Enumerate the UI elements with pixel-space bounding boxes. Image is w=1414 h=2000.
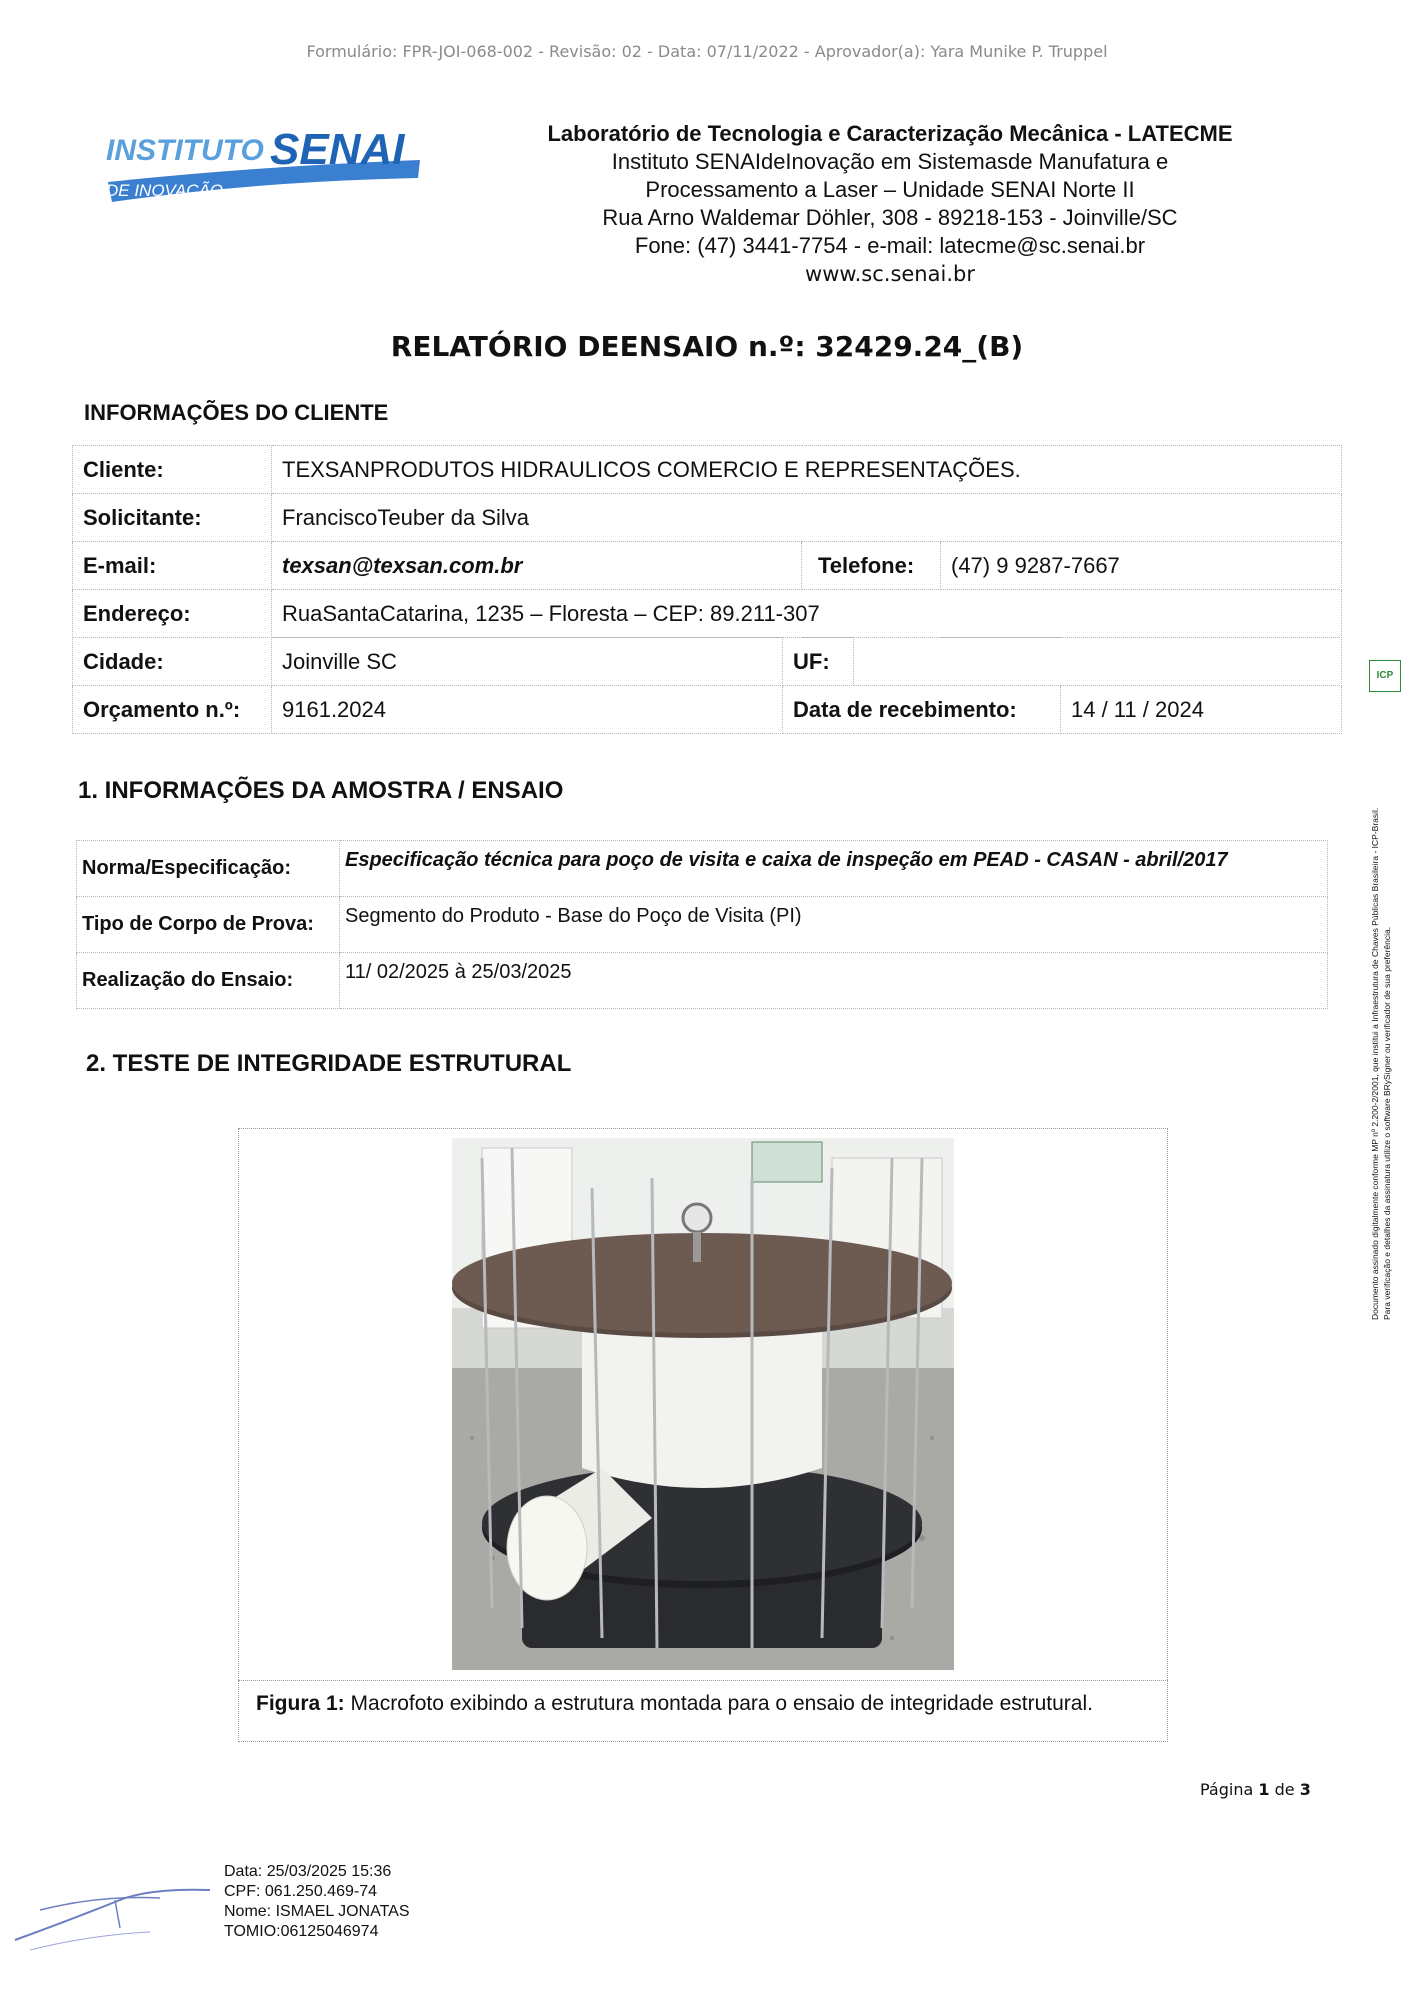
test-setup-photo [452,1138,954,1670]
page-current: 1 [1258,1780,1270,1799]
integrity-section-title: 2. TESTE DE INTEGRIDADE ESTRUTURAL [86,1050,572,1077]
endereco-label: Endereço: [73,590,272,638]
cliente-label: Cliente: [73,446,272,494]
lab-website[interactable]: www.sc.senai.br [805,262,975,286]
signature-info [224,1862,410,1942]
solicitante-label: Solicitante: [73,494,272,542]
uf-label: UF: [783,638,854,686]
tipo-label: Tipo de Corpo de Prova: [77,897,340,953]
figure-caption-separator [238,1680,1168,1681]
logo-text-senai: SENAI [270,125,405,174]
cidade-value: Joinville SC [272,638,783,686]
tipo-value: Segmento do Produto - Base do Poço de Visita (PI) [340,897,1328,953]
client-info-table-lower [72,637,1342,734]
signature-name: Nome: ISMAEL JONATAS [224,1903,410,1920]
icp-brasil-icon: ICP [1369,660,1401,692]
figure-caption-text: Macrofoto exibindo a estrutura montada para o ensaio de integridade estrutural. [344,1692,1093,1715]
client-info-table [72,445,1342,638]
page-number [1200,1780,1311,1799]
signature-notice-line2: Para verificação e detalhes da assinatura utilize o software BRySigner ou verificador de sua preferência. [1382,926,1392,1320]
page-prefix: Página [1200,1780,1259,1799]
cliente-value: TEXSANPRODUTOS HIDRAULICOS COMERCIO E REPRESENTAÇÕES. [272,446,1342,494]
orcamento-value: 9161.2024 [272,686,783,734]
table-row [73,686,1342,734]
table-row [77,953,1328,1009]
table-row [77,897,1328,953]
sample-info-table [76,840,1328,1009]
lab-name: Laboratório de Tecnologia e Caracterização Mecânica - LATECME [547,121,1233,146]
sample-section-title: 1. INFORMAÇÕES DA AMOSTRA / ENSAIO [78,777,564,804]
lab-contact: Fone: (47) 3441-7754 - e-mail: latecme@sc.senai.br [634,233,1146,258]
lab-institute: Instituto SENAIdeInovação em Sistemasde Manufatura e [611,149,1169,174]
endereco-value: RuaSantaCatarina, 1235 – Floresta – CEP: 89.211-307 [272,590,1342,638]
realizacao-value: 11/ 02/2025 à 25/03/2025 [340,953,1328,1009]
telefone-value: (47) 9 9287-7667 [941,542,1342,590]
table-row [73,446,1342,494]
table-row [73,494,1342,542]
lab-header [520,120,1260,288]
signature-name-cont: TOMIO:06125046974 [224,1923,379,1940]
table-row [73,542,1342,590]
page-total: 3 [1299,1780,1311,1799]
norma-value: Especificação técnica para poço de visita e caixa de inspeção em PEAD - CASAN - abril/2017 [340,841,1328,897]
logo-text-inovacao: DE INOVAÇÃO [106,181,224,200]
signature-cpf: CPF: 061.250.469-74 [224,1883,377,1900]
cidade-label: Cidade: [73,638,272,686]
form-header-line: Formulário: FPR-JOI-068-002 - Revisão: 02 - Data: 07/11/2022 - Aprovador(a): Yara Munike P. Truppel [306,42,1108,61]
table-row [77,841,1328,897]
table-row [73,638,1342,686]
figure-caption [256,1692,1093,1716]
telefone-label: Telefone: [802,542,941,590]
norma-label: Norma/Especificação: [77,841,340,897]
lab-unit: Processamento a Laser – Unidade SENAI Norte II [645,177,1135,202]
uf-value [854,638,1342,686]
report-title: RELATÓRIO DEENSAIO n.º: 32429.24_(B) [390,330,1024,363]
senai-logo [100,120,430,210]
data-recebimento-label: Data de recebimento: [783,686,1061,734]
client-section-title: INFORMAÇÕES DO CLIENTE [84,400,389,425]
logo-text-instituto: INSTITUTO [106,134,264,167]
lab-address: Rua Arno Waldemar Döhler, 308 - 89218-153 - Joinville/SC [602,205,1178,230]
table-row [73,590,1342,638]
solicitante-value: FranciscoTeuber da Silva [272,494,1342,542]
email-label: E-mail: [73,542,272,590]
data-recebimento-value: 14 / 11 / 2024 [1061,686,1342,734]
figure-label: Figura 1: [256,1692,345,1715]
page-sep: de [1269,1780,1300,1799]
signature-date: Data: 25/03/2025 15:36 [224,1863,392,1880]
realizacao-label: Realização do Ensaio: [77,953,340,1009]
orcamento-label: Orçamento n.º: [73,686,272,734]
digital-signature-notice [1366,660,1406,1320]
email-value[interactable]: texsan@texsan.com.br [272,542,802,590]
handwritten-signature [10,1860,220,1960]
signature-notice-line1: Documento assinado digitalmente conforme MP nº 2.200-2/2001, que institui a Infraestrutura de Chaves Públicas Brasileira - ICP-Brasil. [1370,807,1380,1320]
